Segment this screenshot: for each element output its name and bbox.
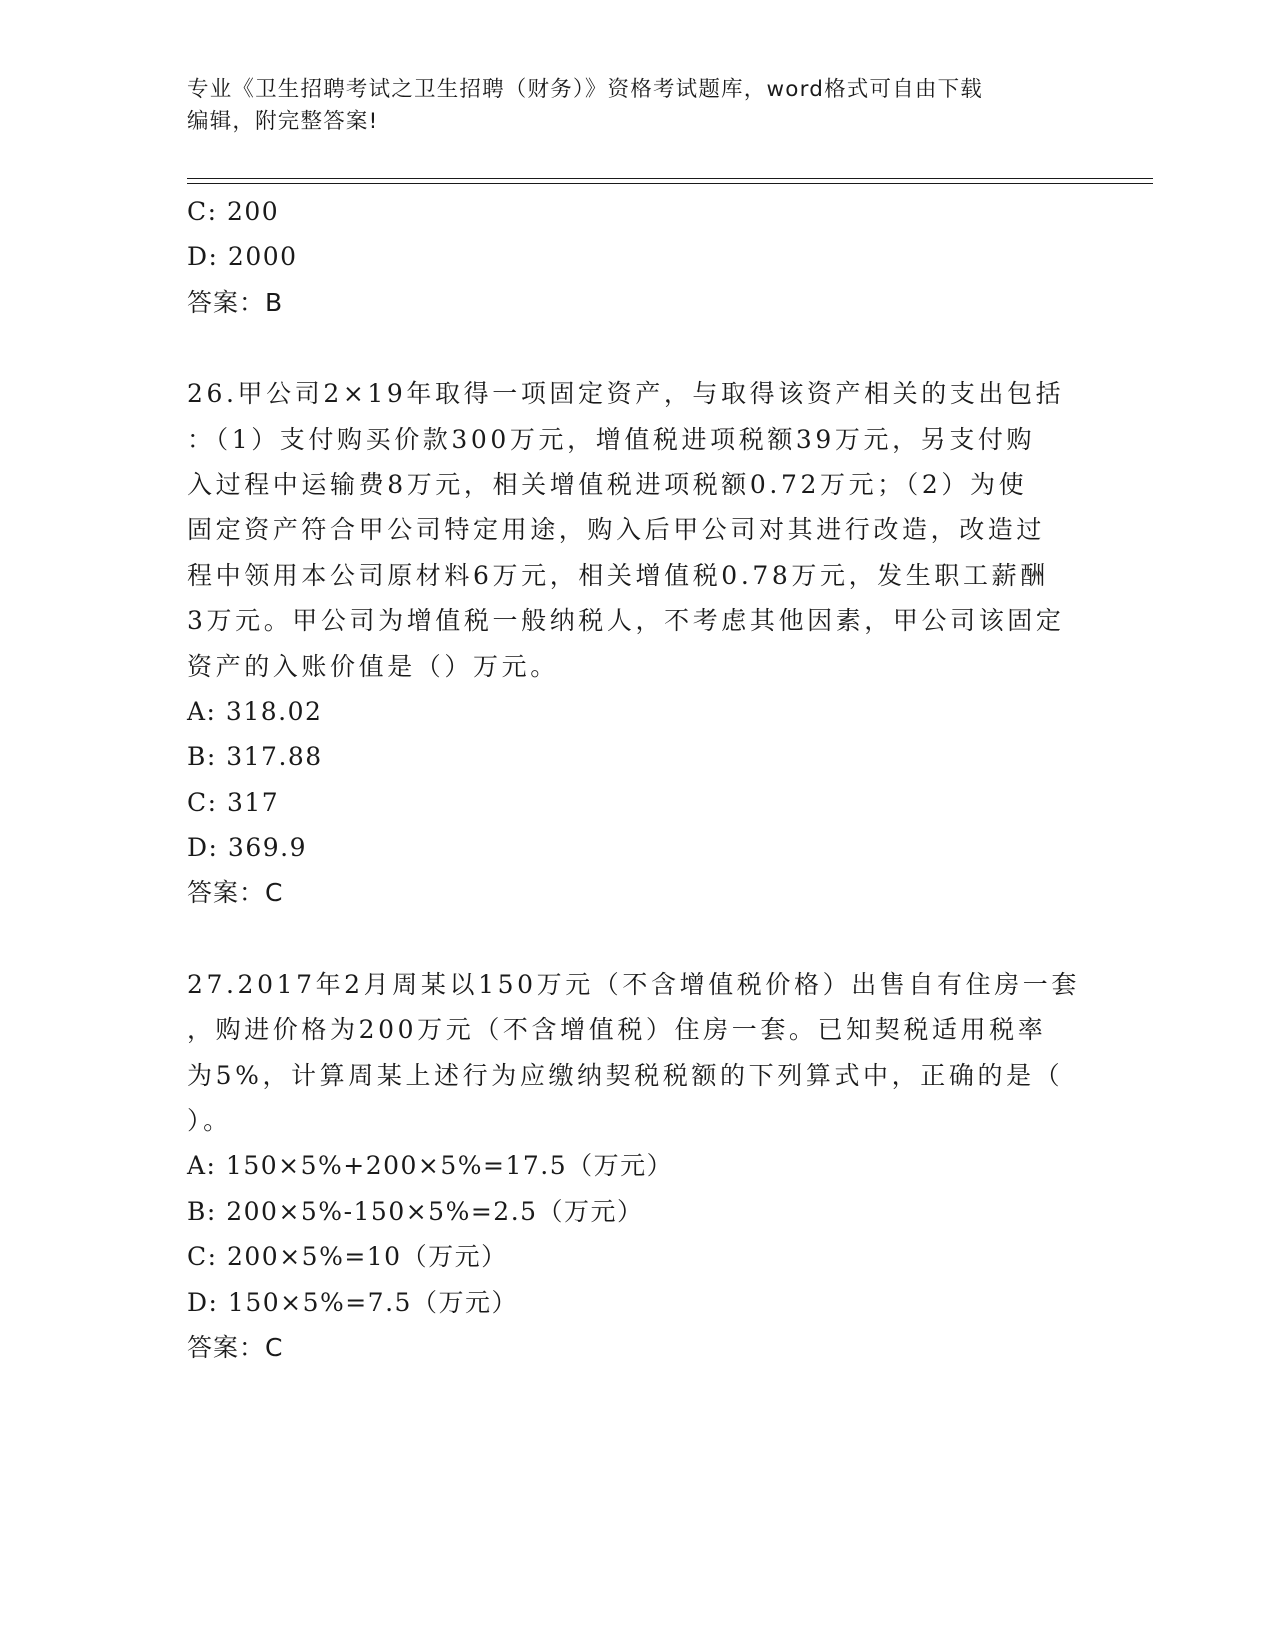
option-c: C: 200 [187,197,280,226]
question-text-line: 程中领用本公司原材料6万元，相关增值税0.78万元，发生职工薪酬 [187,560,1049,590]
spacer [187,916,1087,962]
question-text-line: 固定资产符合甲公司特定用途，购入后甲公司对其进行改造，改造过 [187,515,1046,545]
question-text-line: 入过程中运输费8万元，相关增值税进项税额0.72万元；（2）为使 [187,469,1028,499]
question-text-line: 26.甲公司2×19年取得一项固定资产，与取得该资产相关的支出包括 [187,379,1065,409]
option-a: A: 318.02 [187,696,323,726]
document-header [187,74,1067,138]
document-body [187,189,1087,1370]
question-text-line: 27.2017年2月周某以150万元（不含增值税价格）出售自有住房一套 [187,969,1081,999]
question-27 [187,962,1087,1371]
question-text-line: ，购进价格为200万元（不含增值税）住房一套。已知契税适用税率 [187,1015,1047,1045]
option-b: B: 317.88 [187,742,323,772]
header-line-1: 专业《卫生招聘考试之卫生招聘（财务）》资格考试题库，word格式可自由下载 [187,77,984,102]
option-a: A: 150×5%+200×5%=17.5（万元） [187,1151,674,1181]
question-25-tail [187,189,1087,325]
question-text-line: 资产的入账价值是（）万元。 [187,651,559,681]
option-d: D: 150×5%=7.5（万元） [187,1287,518,1317]
header-line-2: 编辑，附完整答案! [187,109,379,134]
answer-line: 答案：C [187,1332,284,1362]
option-c: C: 200×5%=10（万元） [187,1242,508,1272]
header-divider-bottom [187,183,1153,184]
question-text-line: 为5%，计算周某上述行为应缴纳契税税额的下列算式中，正确的是（ [187,1060,1064,1090]
option-d: D: 2000 [187,242,298,272]
question-text-line: 3万元。甲公司为增值税一般纳税人，不考虑其他因素，甲公司该固定 [187,606,1065,636]
question-text-line: ：（1）支付购买价款300万元，增值税进项税额39万元，另支付购 [187,424,1036,454]
option-c: C: 317 [187,787,280,817]
answer-line: 答案：B [187,287,284,317]
option-b: B: 200×5%-150×5%=2.5（万元） [187,1196,644,1226]
question-26 [187,371,1087,916]
option-d: D: 369.9 [187,833,307,863]
question-text-line: ）。 [187,1106,232,1136]
answer-line: 答案：C [187,878,284,908]
header-divider-top [187,178,1153,179]
spacer [187,325,1087,371]
